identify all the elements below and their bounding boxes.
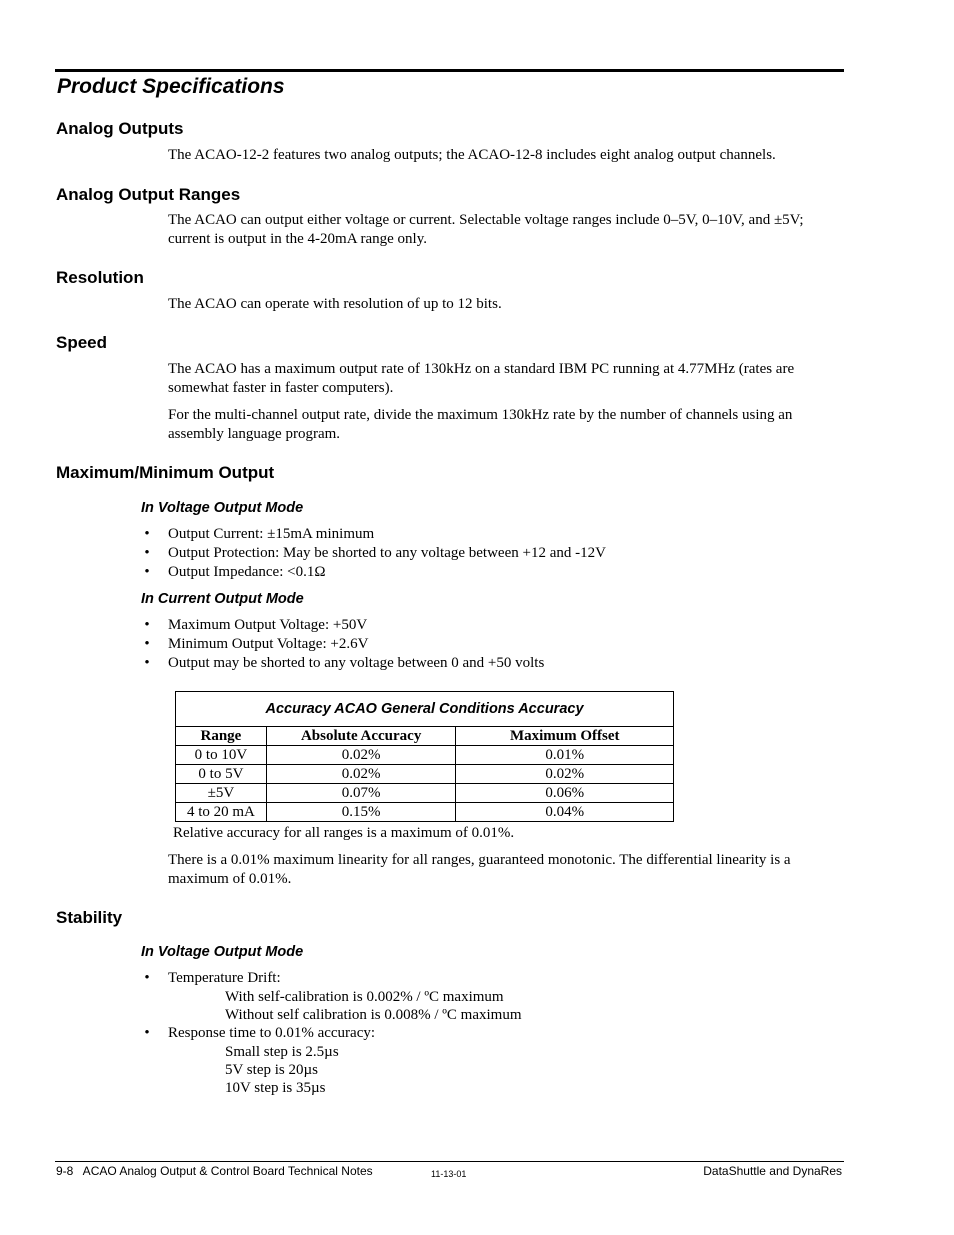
table-cell: 0 to 5V	[176, 765, 267, 784]
response-time-label: Response time to 0.01% accuracy:	[168, 1025, 376, 1041]
column-header-absolute-accuracy: Absolute Accuracy	[266, 727, 456, 746]
voltage-mode-list	[140, 525, 606, 582]
bullet-icon: •	[144, 636, 150, 652]
list-item: • Minimum Output Voltage: +2.6V	[140, 635, 544, 654]
speed-text-1: The ACAO has a maximum output rate of 130kHz on a standard IBM PC running at 4.77MHz (rates are somewhat faster in faster computers).	[168, 361, 795, 396]
table-caption: Accuracy ACAO General Conditions Accuracy	[176, 692, 674, 727]
table-cell: ±5V	[176, 784, 267, 803]
sub-item: With self-calibration is 0.002% / ºC maximum	[225, 989, 504, 1005]
analog-outputs-text: The ACAO-12-2 features two analog outputs; the ACAO-12-8 includes eight analog output channels.	[168, 147, 776, 163]
subheading-current-mode: In Current Output Mode	[141, 591, 304, 607]
table-cell: 0.06%	[456, 784, 674, 803]
footer-date: 11-13-01	[431, 1169, 467, 1179]
list-item: • Output may be shorted to any voltage between 0 and +50 volts	[140, 654, 544, 673]
table-header-row	[176, 727, 674, 746]
bullet-icon: •	[144, 545, 150, 561]
resolution-text: The ACAO can operate with resolution of up to 12 bits.	[168, 296, 502, 312]
footer-right: DataShuttle and DynaRes	[703, 1164, 842, 1178]
list-item: • Output Impedance: <0.1Ω	[140, 563, 606, 582]
linearity-text: There is a 0.01% maximum linearity for all ranges, guaranteed monotonic. The differential linearity is a maximum of 0.01%.	[168, 852, 791, 887]
footer-left: 9-8 ACAO Analog Output & Control Board Technical Notes	[56, 1164, 373, 1178]
accuracy-note: Relative accuracy for all ranges is a maximum of 0.01%.	[173, 825, 515, 841]
bullet-icon: •	[144, 1025, 150, 1041]
table-cell: 0.04%	[456, 803, 674, 822]
analog-output-ranges-text: The ACAO can output either voltage or current. Selectable voltage ranges include 0–5V, 0–10V, and ±5V; current is output in the 4-20mA range only.	[168, 212, 804, 247]
heading-stability: Stability	[56, 908, 123, 927]
table-caption-row	[176, 692, 674, 727]
top-rule	[55, 69, 844, 72]
bullet-icon: •	[144, 655, 150, 671]
speed-text-2: For the multi-channel output rate, divide the maximum 130kHz rate by the number of channels using an assembly language program.	[168, 407, 793, 442]
temperature-drift-label: Temperature Drift:	[168, 970, 281, 986]
bottom-rule	[55, 1161, 844, 1162]
heading-speed: Speed	[56, 333, 108, 352]
table-row	[176, 803, 674, 822]
table-row	[176, 784, 674, 803]
table-cell: 0.02%	[456, 765, 674, 784]
table-row	[176, 765, 674, 784]
bullet-icon: •	[144, 564, 150, 580]
sub-item: 10V step is 35µs	[225, 1080, 326, 1096]
bullet-icon: •	[144, 970, 150, 986]
subheading-voltage-mode: In Voltage Output Mode	[141, 500, 304, 516]
list-item: • Output Protection: May be shorted to any voltage between +12 and -12V	[140, 544, 606, 563]
column-header-range: Range	[176, 727, 267, 746]
table-cell: 4 to 20 mA	[176, 803, 267, 822]
list-item: • Output Current: ±15mA minimum	[140, 525, 606, 544]
heading-max-min-output: Maximum/Minimum Output	[56, 463, 275, 482]
current-mode-list	[140, 616, 544, 673]
subheading-stability-voltage-mode: In Voltage Output Mode	[141, 944, 304, 960]
table-cell: 0.07%	[266, 784, 456, 803]
list-item: • Maximum Output Voltage: +50V	[140, 616, 544, 635]
heading-analog-outputs: Analog Outputs	[56, 119, 184, 138]
sub-item: Without self calibration is 0.008% / ºC maximum	[225, 1007, 522, 1023]
bullet-icon: •	[144, 526, 150, 542]
table-cell: 0 to 10V	[176, 746, 267, 765]
list-item	[140, 969, 522, 1024]
table-cell: 0.15%	[266, 803, 456, 822]
table-cell: 0.02%	[266, 746, 456, 765]
accuracy-table	[175, 691, 674, 822]
table-cell: 0.01%	[456, 746, 674, 765]
table-row	[176, 746, 674, 765]
bullet-icon: •	[144, 617, 150, 633]
heading-resolution: Resolution	[56, 268, 144, 287]
stability-list	[140, 969, 522, 1097]
heading-analog-output-ranges: Analog Output Ranges	[56, 185, 241, 204]
page-title: Product Specifications	[57, 75, 285, 98]
sub-item: Small step is 2.5µs	[225, 1044, 339, 1060]
sub-item: 5V step is 20µs	[225, 1062, 318, 1078]
column-header-maximum-offset: Maximum Offset	[456, 727, 674, 746]
table-cell: 0.02%	[266, 765, 456, 784]
list-item	[140, 1024, 522, 1097]
